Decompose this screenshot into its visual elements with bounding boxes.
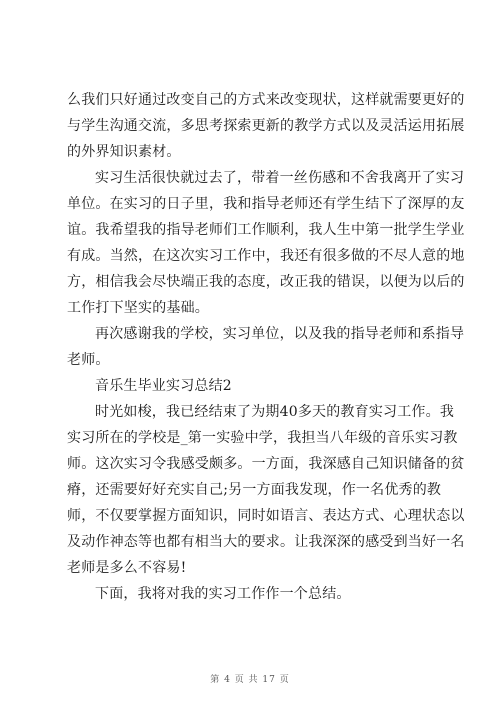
body-text-line: 再次感谢我的学校，实习单位，以及我的指导老师和系指导 [95, 326, 465, 342]
body-text-line: 时光如梭，我已经结束了为期40多天的教育实习工作。我 [95, 404, 455, 420]
body-text-line: 方，相信我会尽快端正我的态度，改正我的错误，以便为以后的 [67, 274, 465, 290]
page-number-footer: 第 4 页 共 17 页 [210, 675, 290, 685]
body-text-line: 下面，我将对我的实习工作作一个总结。 [95, 586, 351, 602]
section-heading: 音乐生毕业实习总结2 [95, 378, 232, 394]
body-text-line: 实习所在的学校是_第一实验中学，我担当八年级的音乐实习教 [67, 430, 458, 446]
body-text-line: 谊。我希望我的指导老师们工作顺利，我人生中第一批学生学业 [67, 222, 465, 238]
body-text-line: 实习生活很快就过去了，带着一丝伤感和不舍我离开了实习 [95, 170, 465, 186]
body-text-line: 有成。当然，在这次实习工作中，我还有很多做的不尽人意的地 [67, 248, 465, 264]
body-text-line: 与学生沟通交流，多思考探索更新的教学方式以及灵活运用拓展 [67, 118, 465, 134]
body-text-line: 老师。 [67, 352, 110, 368]
body-text-line: 瘠，还需要好好充实自己;另一方面我发现，作一名优秀的教 [67, 482, 442, 498]
body-text-line: 么我们只好通过改变自己的方式来改变现状，这样就需要更好的 [67, 92, 465, 108]
body-text-line: 师，不仅要掌握方面知识，同时如语言、表达方式、心理状态以 [67, 508, 465, 524]
body-text-line: 工作打下坚实的基础。 [67, 300, 209, 316]
body-text-line: 单位。在实习的日子里，我和指导老师还有学生结下了深厚的友 [67, 196, 465, 212]
body-text-line: 的外界知识素材。 [67, 144, 181, 160]
body-text-line: 及动作神态等也都有相当大的要求。让我深深的感受到当好一名 [67, 534, 465, 550]
body-text-line: 老师是多么不容易! [67, 560, 187, 576]
body-text-line: 师。这次实习令我感受颇多。一方面，我深感自己知识储备的贫 [67, 456, 465, 472]
